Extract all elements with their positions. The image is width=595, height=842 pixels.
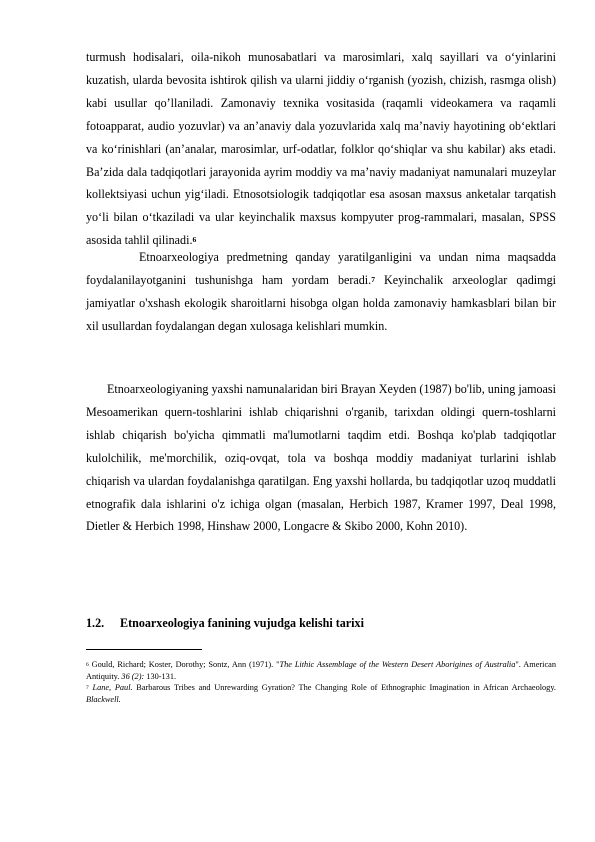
paragraph-2-text-end: Keyinchalik arxeologlar qadimgi jamiyatlar o'xshash ekologik sharoitlarni hisobga olgan holda zamonaviy hamkasblari bilan bir xil usullardan foydalangan degan xulosaga kelishlari mumkin. — [86, 272, 556, 333]
paragraph-2-text-start: Etnoarxeologiya predmetning qanday yaratilganligini va undan nima maqsadda foydalanilayotganini tushunishga ham yordam beradi. — [86, 250, 556, 287]
body-paragraph-3 — [86, 378, 556, 538]
body-paragraph-1 — [86, 46, 556, 252]
footnote-title: The Lithic Assemblage of the Western Desert Aborigines of Australia — [279, 660, 516, 669]
footnote-ref-7[interactable]: 7 — [371, 274, 375, 284]
footnote-authors: Gould, Richard; Koster, Dorothy; Sontz, Ann (1971). " — [88, 660, 280, 669]
footnote-text: Barbarous Tribes and Unrewarding Gyration? The Changing Role of Ethnographic Imagination in African Archaeology. — [132, 683, 556, 692]
paragraph-3-text: Etnoarxeologiyaning yaxshi namunalaridan biri Brayan Xeyden (1987) bo'lib, uning jamoasi Mesoamerikan quern-toshlarini ishlab chiqarishni o'rganib, tarixdan oldingi quern-toshlarni ishlab chiqarish bo'yicha qimmatli ma'lumotlarni taqdim etdi. Boshqa ko'plab tadqiqotlar kulolchilik, me'morchilik, oziq-ovqat, tola va boshqa moddiy madaniyat turlarini ishlab chiqarish va ulardan foydalanishga qaratilgan. Eng yaxshi hollarda, bu tadqiqotlar uzoq muddatli etnografik dala ishlarini o'z ichiga olgan (masalan, Herbich 1987, Kramer 1997, Deal 1998, Dietler & Herbich 1998, Hinshaw 2000, Longacre & Skibo 2000, Kohn 2010). — [86, 382, 556, 534]
body-paragraph-2 — [86, 246, 556, 338]
footnote-6 — [86, 659, 556, 682]
footnote-publisher: Blackwell. — [86, 694, 121, 704]
footnote-volume: 36 (2): — [121, 671, 145, 681]
footnote-mark: 6 — [86, 662, 89, 668]
section-title: Etnoarxeologiya fanining vujudga kelishi tarixi — [120, 616, 364, 630]
footnote-pages: 130-131. — [144, 671, 177, 681]
footnote-journal: ". American Antiquity. — [86, 660, 556, 681]
footnote-divider — [86, 649, 202, 650]
footnote-mark: 7 — [86, 685, 89, 691]
section-number: 1.2. — [86, 616, 105, 630]
footnote-7 — [86, 682, 556, 705]
section-heading — [86, 616, 364, 631]
footnote-ref-6[interactable]: 6 — [192, 235, 197, 245]
footnote-author: Lane, Paul. — [88, 683, 133, 692]
paragraph-1-text: turmush hodisalari, oila-nikoh munosabatlari va marosimlari, xalq sayillari va oʻyinlarini kuzatish, ularda bevosita ishtirok qilish va ularni jiddiy oʻrganish (yozish, chizish, rasmga olish) kabi usullar qoʼllaniladi. Zamonaviy texnika vositasida (raqamli videokamera va raqamli fotoapparat, audio yozuvlar) va anʼanaviy dala yozuvlarida xalq maʼnaviy hayotining obʻektlari va koʻrinishlari (anʼanalar, marosimlar, urf-odatlar, folklor qoʻshiqlar va shu kabilar) aks etadi. Baʼzida dala tadqiqotlari jarayonida ayrim moddiy va maʼnaviy madaniyat namunalari muzeylar kollektsiyasi uchun yigʻiladi. Etnosotsiologik tadqiqotlar esa asosan maxsus anketalar tarqatish yoʻli bilan oʻtkaziladi va ular keyinchalik maxsus kompyuter prog-rammalari, masalan, SPSS asosida tahlil qilinadi. — [86, 50, 556, 248]
